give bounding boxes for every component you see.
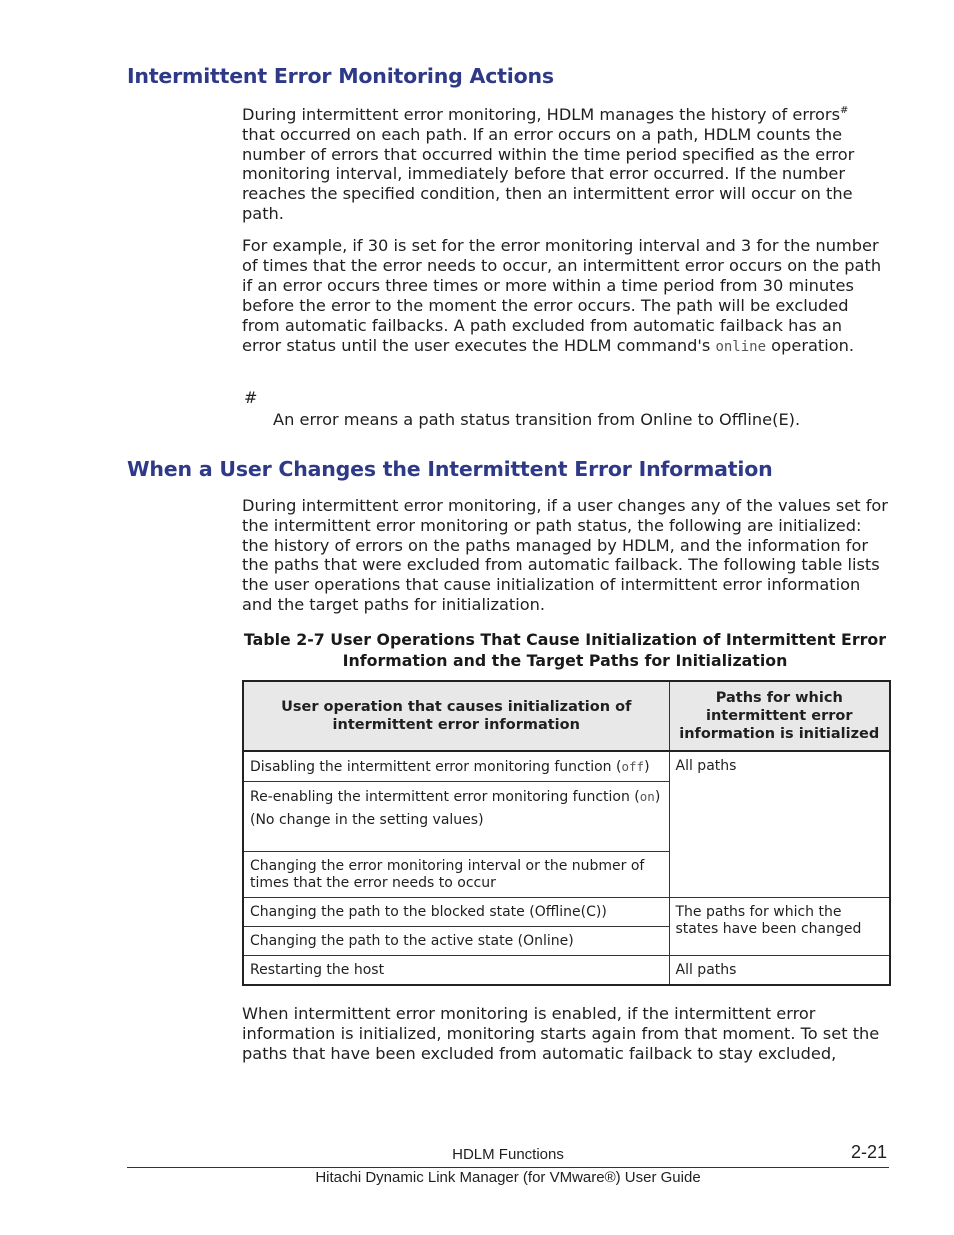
note-text: An error means a path status transition from Online to Offline(E). [273,410,801,429]
table-header-row [243,681,890,751]
footer-book-title: Hitachi Dynamic Link Manager (for VMware®) User Guide [315,1169,701,1186]
section-heading-user-changes-intermittent-error-information: When a User Changes the Intermittent Error Information [127,457,773,481]
footer-section-title: HDLM Functions [452,1146,564,1163]
page-number: 2-21 [851,1142,888,1162]
cell-operation: Changing the path to the active state (Online) [243,927,669,956]
paragraph-error-history: During intermittent error monitoring, HDLM manages the history of errors# that occurred on each path. If an error occurs on a path, HDLM counts the number of errors that occurred within the time period specified as the error monitoring interval, immediately before that error occurred. If the number reaches the specified condition, then an intermittent error will occur on the path. [242,105,855,223]
paragraph-example: For example, if 30 is set for the error monitoring interval and 3 for the number of times that the error needs to occur, an intermittent error occurs on the path if an error occurs three times or more within a time period from 30 minutes before the error to the moment the error occurs. The path will be excluded from automatic failbacks. A path excluded from automatic failback has an error status until the user executes the HDLM command's online operation. [242,235,882,355]
section1-body [242,105,892,357]
cell-paths-all-2: All paths [669,956,890,986]
cell-operation: Restarting the host [243,956,669,986]
code-online: online [715,338,767,355]
initialization-table [242,680,891,986]
section-heading-intermittent-error-monitoring-actions: Intermittent Error Monitoring Actions [127,64,554,88]
footer-divider [127,1167,889,1168]
cell-paths-all-1: All paths [669,751,890,898]
code-off: off [621,759,645,774]
paragraph-monitoring-restart: When intermittent error monitoring is enabled, if the intermittent error information is initialized, monitoring starts again from that moment. To set the paths that have been excluded from automatic failback to stay excluded, [242,1004,880,1063]
cell-operation: Changing the error monitoring interval or the nubmer of times that the error needs to occur [243,852,669,898]
after-table-body [242,1004,892,1063]
cell-operation: Re-enabling the intermittent error monitoring function (on) (No change in the setting values) [243,782,669,852]
table-row [243,956,890,986]
cell-paths-changed: The paths for which the states have been changed [669,898,890,956]
table-row [243,751,890,782]
column-header-user-operation: User operation that causes initialization of intermittent error information [243,681,669,751]
footnote-marker: # [840,105,849,116]
note-marker: # [244,388,258,407]
cell-operation: Changing the path to the blocked state (Offline(C)) [243,898,669,927]
column-header-paths-initialized: Paths for which intermittent error information is initialized [669,681,890,751]
table-row [243,898,890,927]
paragraph-initialization: During intermittent error monitoring, if a user changes any of the values set for the intermittent error monitoring or path status, the following are initialized: the history of errors on the paths managed by HDLM, and the information for the paths that were excluded from automatic failback. The following table lists the user operations that cause initialization of intermittent error information and the target paths for initialization. [242,496,888,614]
code-on: on [639,789,655,804]
table-caption: Table 2-7 User Operations That Cause Initialization of Intermittent Error Information and the Target Paths for Initialization [243,630,887,670]
cell-operation: Disabling the intermittent error monitoring function (off) [243,751,669,782]
section2-body [242,496,892,615]
